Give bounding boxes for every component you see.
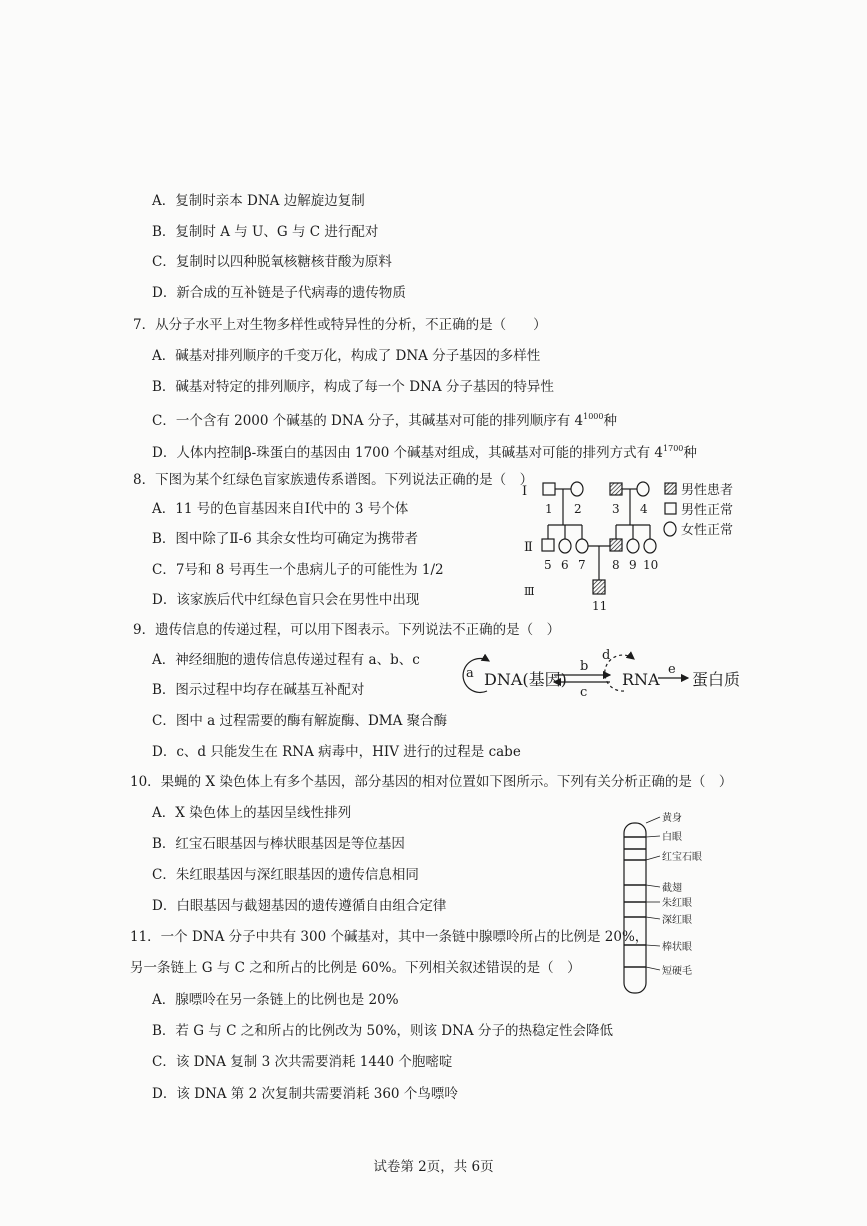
- option-9a: A．神经细胞的遗传信息传递过程有 a、b、c: [152, 652, 420, 668]
- label-3: 3: [612, 502, 620, 516]
- option-11a: A．腺嘌呤在另一条链上的比例也是 20%: [152, 992, 399, 1008]
- generation-1-label: Ⅰ: [522, 484, 528, 499]
- label-b: b: [580, 659, 589, 674]
- gene-garnet-eye: 深红眼: [662, 915, 692, 926]
- option-8b: B．图中除了Ⅱ-6 其余女性均可确定为携带者: [152, 531, 419, 547]
- option-11c: C．该 DNA 复制 3 次共需要消耗 1440 个胞嘧啶: [152, 1054, 453, 1070]
- option-10b: B．红宝石眼基因与棒状眼基因是等位基因: [152, 836, 405, 852]
- option-10d: D．白眼基因与截翅基因的遗传遵循自由组合定律: [152, 898, 447, 914]
- question-9: 9．遗传信息的传递过程，可以用下图表示。下列说法不正确的是（ ）: [133, 622, 561, 638]
- option-7d: [152, 439, 697, 463]
- gene-ruby-eye: 红宝石眼: [662, 852, 702, 863]
- option-10c: C．朱红眼基因与深红眼基因的遗传信息相同: [152, 867, 419, 883]
- individual-9-female-normal: [627, 539, 639, 553]
- option-7c: [152, 407, 617, 431]
- label-11: 11: [592, 599, 608, 613]
- legend-normal-male-icon: [665, 503, 676, 514]
- question-11: 11．一个 DNA 分子中共有 300 个碱基对，其中一条链中腺嘌呤所占的比例是 20%，: [130, 929, 649, 945]
- legend-normal-male: 男性正常: [681, 503, 734, 518]
- option-11b: B．若 G 与 C 之和所占的比例改为 50%，则该 DNA 分子的热稳定性会降低: [152, 1023, 613, 1039]
- option-6c: C．复制时以四种脱氧核糖核苷酸为原料: [152, 254, 392, 270]
- generation-2-label: Ⅱ: [524, 540, 533, 555]
- label-10: 10: [643, 558, 659, 572]
- label-9: 9: [629, 558, 637, 572]
- label-d: d: [602, 648, 611, 663]
- option-8a: A．11 号的色盲基因来自Ⅰ代中的 3 号个体: [152, 501, 409, 517]
- label-c: c: [580, 685, 588, 700]
- central-dogma-diagram: [462, 645, 762, 705]
- option-7b: B．碱基对特定的排列顺序，构成了每一个 DNA 分子基因的特异性: [152, 379, 554, 395]
- option-9b: B．图示过程中均存在碱基互补配对: [152, 682, 365, 698]
- gene-white-eye: 白眼: [662, 832, 682, 843]
- option-7d-exponent: 1700: [663, 444, 684, 453]
- individual-7-female-normal: [576, 539, 588, 553]
- option-10a: A．X 染色体上的基因呈线性排列: [152, 805, 352, 821]
- option-7c-exponent: 1000: [583, 412, 604, 421]
- option-7c-text: C．一个含有 2000 个碱基的 DNA 分子，其碱基对可能的排列顺序有 4: [152, 413, 584, 429]
- question-10: 10．果蝇的 X 染色体上有多个基因，部分基因的相对位置如下图所示。下列有关分析正确的是（ ）: [130, 774, 733, 790]
- generation-3-label: Ⅲ: [524, 585, 535, 598]
- gene-cut-wing: 截翅: [662, 883, 682, 894]
- individual-1-male-normal: [543, 483, 555, 495]
- dna-gene-label: DNA(基因): [484, 670, 567, 689]
- label-6: 6: [561, 558, 569, 572]
- option-9d: D．c、d 只能发生在 RNA 病毒中，HIV 进行的过程是 cabe: [152, 744, 521, 760]
- legend-normal-female: 女性正常: [681, 523, 734, 538]
- legend-affected-male-icon: [665, 483, 676, 494]
- legend-affected-male: 男性患者: [681, 483, 734, 498]
- individual-5-male-normal: [542, 539, 554, 551]
- option-7d-unit: 种: [683, 445, 697, 461]
- option-6d: D．新合成的互补链是子代病毒的遗传物质: [152, 285, 406, 301]
- label-1: 1: [545, 502, 553, 516]
- legend-normal-female-icon: [664, 522, 676, 536]
- label-2: 2: [574, 502, 582, 516]
- individual-2-female-normal: [571, 482, 583, 496]
- label-8: 8: [612, 558, 620, 572]
- question-11-cont: 另一条链上 G 与 C 之和所占的比例是 60%。下列相关叙述错误的是（ ）: [130, 960, 581, 976]
- individual-8-male-affected: [610, 539, 622, 551]
- rna-label: RNA: [622, 670, 660, 689]
- option-6a: A．复制时亲本 DNA 边解旋边复制: [152, 193, 365, 209]
- question-7: 7．从分子水平上对生物多样性或特异性的分析，不正确的是（ ）: [133, 317, 547, 333]
- label-4: 4: [640, 502, 648, 516]
- individual-4-female-normal: [637, 482, 649, 496]
- label-a: a: [466, 666, 474, 681]
- label-e: e: [668, 662, 676, 677]
- option-7a: A．碱基对排列顺序的千变万化，构成了 DNA 分子基因的多样性: [152, 348, 541, 364]
- option-7d-text: D．人体内控制β-珠蛋白的基因由 1700 个碱基对组成，其碱基对可能的排列方式有 4: [152, 445, 664, 461]
- pedigree-diagram: [520, 475, 760, 615]
- individual-10-female-normal: [644, 539, 656, 553]
- option-8d: D．该家族后代中红绿色盲只会在男性中出现: [152, 592, 420, 608]
- gene-short-bristle: 短硬毛: [662, 966, 692, 977]
- individual-11-male-affected: [593, 580, 605, 594]
- option-7c-unit: 种: [603, 413, 617, 429]
- label-5: 5: [544, 558, 552, 572]
- page-footer: 试卷第 2页，共 6页: [373, 1159, 494, 1175]
- gene-vermilion-eye: 朱红眼: [662, 898, 692, 909]
- question-8: 8．下图为某个红绿色盲家族遗传系谱图。下列说法正确的是（ ）: [133, 472, 534, 488]
- option-8c: C．7号和 8 号再生一个患病儿子的可能性为 1/2: [152, 562, 444, 578]
- x-chromosome-diagram: [618, 805, 728, 1000]
- gene-bar-eye: 棒状眼: [662, 942, 692, 953]
- individual-3-male-affected: [610, 483, 622, 495]
- option-6b: B．复制时 A 与 U、G 与 C 进行配对: [152, 224, 379, 240]
- option-9c: C．图中 a 过程需要的酶有解旋酶、DMA 聚合酶: [152, 713, 448, 729]
- individual-6-female-normal: [559, 539, 571, 553]
- option-11d: D．该 DNA 第 2 次复制共需要消耗 360 个鸟嘌呤: [152, 1086, 458, 1102]
- gene-yellow-body: 黄身: [662, 813, 682, 824]
- protein-label: 蛋白质: [692, 670, 741, 689]
- label-7: 7: [578, 558, 586, 572]
